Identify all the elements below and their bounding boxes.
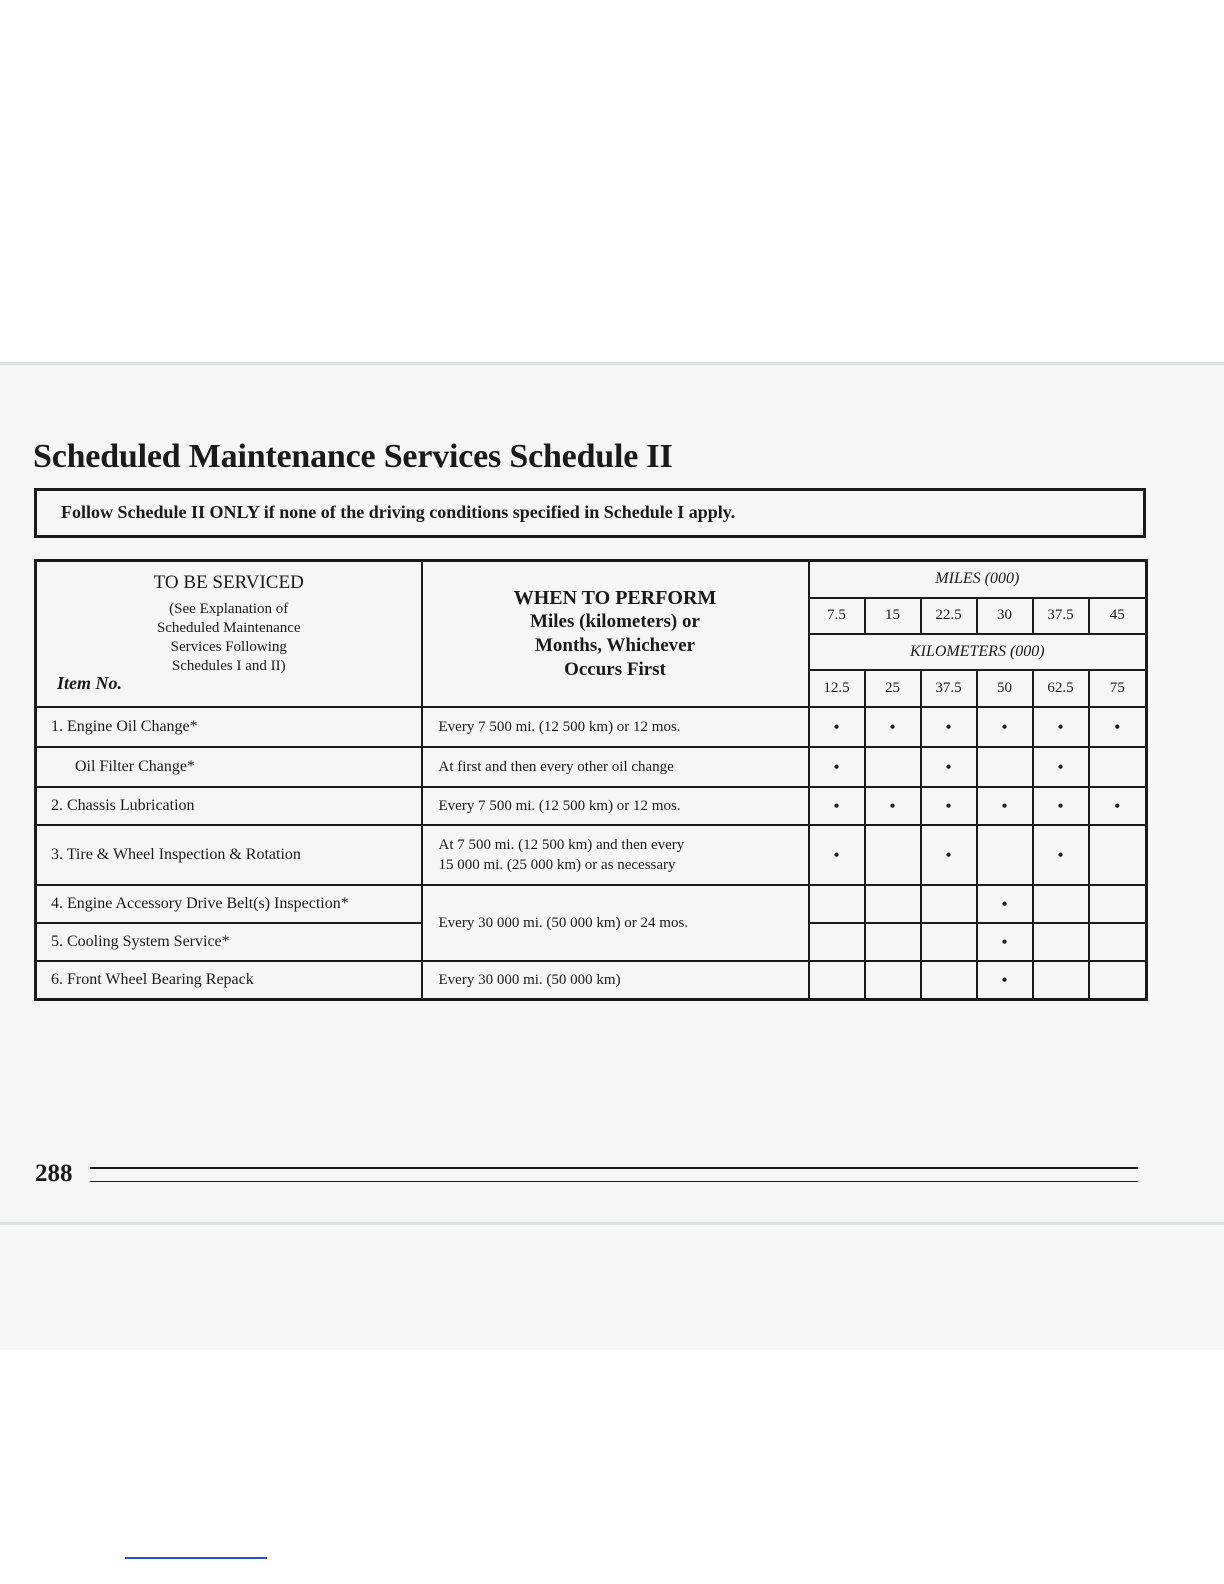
service-when-line: At 7 500 mi. (12 500 km) and then every: [438, 837, 685, 853]
table-row: [36, 707, 1147, 747]
interval-mark: •: [977, 961, 1033, 1000]
miles-interval: 37.5: [1033, 598, 1089, 634]
interval-mark: [1033, 961, 1089, 1000]
table-row: [36, 825, 1147, 885]
kilometers-label: KILOMETERS (000): [809, 634, 1147, 670]
interval-mark: [921, 961, 977, 1000]
km-interval: 50: [977, 670, 1033, 707]
maintenance-table: [34, 559, 1148, 1001]
table-row: [36, 885, 1147, 923]
footer-rule: [90, 1167, 1138, 1182]
header-when-line: Occurs First: [564, 659, 666, 680]
header-when-line: Months, Whichever: [534, 635, 696, 656]
miles-interval: 22.5: [921, 598, 977, 634]
interval-mark: •: [809, 787, 865, 825]
page-number: 288: [35, 1160, 73, 1187]
interval-mark: [977, 825, 1033, 885]
header-when-to-perform: [422, 561, 809, 708]
interval-mark: [865, 825, 921, 885]
service-when: Every 7 500 mi. (12 500 km) or 12 mos.: [422, 787, 809, 825]
header-when-line: WHEN TO PERFORM: [513, 587, 717, 609]
interval-mark: •: [977, 885, 1033, 923]
header-service-sub-line: Schedules I and II): [171, 658, 286, 674]
bottom-link-underline: [125, 1557, 267, 1559]
interval-mark: [809, 885, 865, 923]
header-service-sub-line: Scheduled Maintenance: [156, 620, 301, 636]
interval-mark: [865, 923, 921, 961]
table-row: [36, 747, 1147, 787]
service-item: Oil Filter Change*: [36, 747, 422, 787]
service-when-line: 15 000 mi. (25 000 km) or as necessary: [438, 857, 676, 873]
interval-mark: [865, 747, 921, 787]
interval-mark: •: [921, 707, 977, 747]
km-interval: 62.5: [1033, 670, 1089, 707]
service-when: At first and then every other oil change: [422, 747, 809, 787]
table-row: [36, 961, 1147, 1000]
interval-mark: •: [977, 707, 1033, 747]
interval-mark: [865, 961, 921, 1000]
miles-interval: 7.5: [809, 598, 865, 634]
interval-mark: •: [921, 825, 977, 885]
service-item: 1. Engine Oil Change*: [36, 707, 422, 747]
header-service-sub-line: Services Following: [170, 639, 287, 655]
interval-mark: •: [865, 707, 921, 747]
interval-mark: •: [1033, 825, 1089, 885]
page-title: Scheduled Maintenance Services Schedule II: [33, 438, 673, 475]
interval-mark: [1089, 885, 1147, 923]
header-service-sub-line: (See Explanation of: [169, 601, 289, 617]
service-item: 5. Cooling System Service*: [36, 923, 422, 961]
interval-mark: •: [977, 787, 1033, 825]
interval-mark: [809, 923, 865, 961]
interval-mark: [977, 747, 1033, 787]
interval-mark: [1033, 923, 1089, 961]
miles-interval: 30: [977, 598, 1033, 634]
interval-mark: [1089, 961, 1147, 1000]
miles-interval: 45: [1089, 598, 1147, 634]
interval-mark: [809, 961, 865, 1000]
service-when: [422, 825, 809, 885]
header-item-no: Item No.: [57, 673, 122, 693]
interval-mark: •: [1089, 707, 1147, 747]
interval-mark: [865, 885, 921, 923]
miles-interval: 15: [865, 598, 921, 634]
service-when: Every 7 500 mi. (12 500 km) or 12 mos.: [422, 707, 809, 747]
interval-mark: [921, 923, 977, 961]
interval-mark: •: [921, 747, 977, 787]
interval-mark: •: [1033, 707, 1089, 747]
notice-text: Follow Schedule II ONLY if none of the driving conditions specified in Schedule I apply.: [61, 502, 736, 522]
service-item: 6. Front Wheel Bearing Repack: [36, 961, 422, 1000]
interval-mark: [1033, 885, 1089, 923]
service-when: Every 30 000 mi. (50 000 km): [422, 961, 809, 1000]
service-item: 3. Tire & Wheel Inspection & Rotation: [36, 825, 422, 885]
interval-mark: •: [977, 923, 1033, 961]
km-interval: 12.5: [809, 670, 865, 707]
service-item: 2. Chassis Lubrication: [36, 787, 422, 825]
interval-mark: •: [865, 787, 921, 825]
interval-mark: •: [809, 707, 865, 747]
header-service-title: TO BE SERVICED: [153, 572, 304, 593]
interval-mark: •: [1033, 787, 1089, 825]
service-item: 4. Engine Accessory Drive Belt(s) Inspection*: [36, 885, 422, 923]
km-interval: 37.5: [921, 670, 977, 707]
interval-mark: •: [1089, 787, 1147, 825]
header-to-be-serviced: [36, 561, 422, 708]
interval-mark: [921, 885, 977, 923]
interval-mark: •: [809, 825, 865, 885]
service-when: Every 30 000 mi. (50 000 km) or 24 mos.: [422, 885, 809, 961]
interval-mark: [1089, 747, 1147, 787]
header-when-line: Miles (kilometers) or: [530, 611, 700, 632]
interval-mark: •: [921, 787, 977, 825]
miles-label: MILES (000): [809, 561, 1147, 598]
km-interval: 25: [865, 670, 921, 707]
table-row: [36, 787, 1147, 825]
interval-mark: •: [1033, 747, 1089, 787]
km-interval: 75: [1089, 670, 1147, 707]
notice-box: [34, 488, 1146, 538]
interval-mark: [1089, 825, 1147, 885]
interval-mark: [1089, 923, 1147, 961]
interval-mark: •: [809, 747, 865, 787]
